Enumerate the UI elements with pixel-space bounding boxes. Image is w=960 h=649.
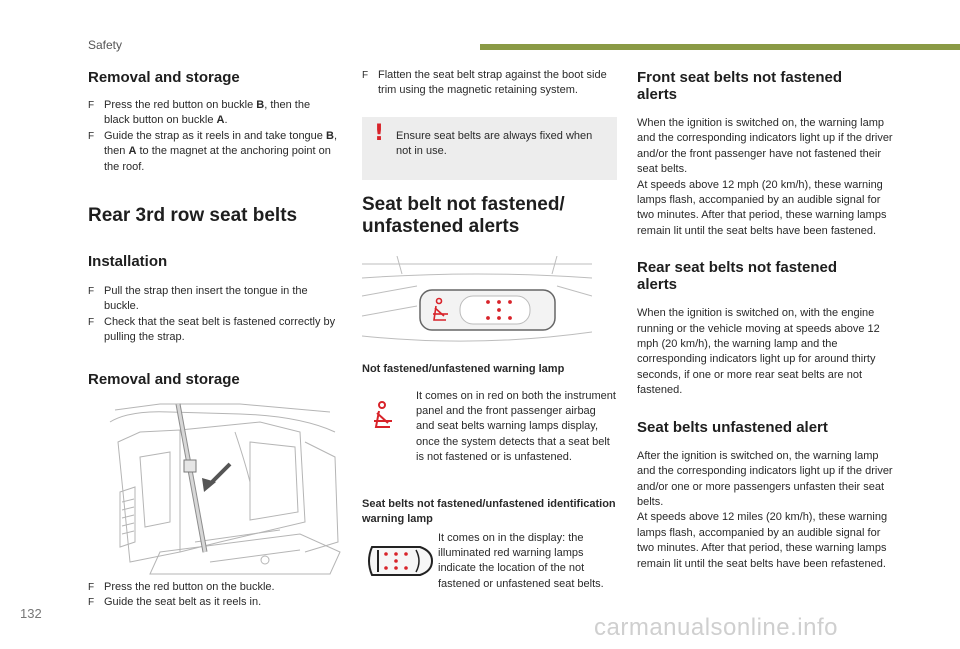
car-top-view-icon [364,541,434,581]
text: Check that the seat belt is fastened correctly by pulling the strap. [104,315,336,344]
watermark: carmanualsonline.info [594,614,838,641]
warning-lamp-description: It comes on in red on both the instrument panel and the front passenger airbag and seat belts warning lamps display, once the system detects that a seat belt is not fastened or is unfastened. [416,389,616,464]
bullet-marker: F [88,130,95,142]
unfastened-alert-p2: At speeds above 12 miles (20 km/h), these warning lamps flash, accompanied by an audible signal for two minutes. After that period, these warning lamps remain lit until the seat belts have been refastened. [637,511,888,570]
text: Guide the seat belt as it reels in. [104,596,262,609]
bullet-guide-strap [88,129,338,175]
column-right [637,66,895,572]
unfastened-alert-p1: After the ignition is switched on, the warning lamp and the corresponding indicators light up if the driver and/or one or more passengers unfasten their seat belts. [637,449,893,508]
bullet-guide-belt [88,595,338,610]
front-alert-p2: At speeds above 12 mph (20 km/h), these warning lamps flash, accompanied by an audible signal for two minutes. After that period, these warning lamps remain lit until the seat belts have been fastened. [637,178,887,237]
heading-rear-3rd-row: Rear 3rd row seat belts [88,205,298,227]
text: Press the red button on the buckle. [104,580,275,593]
bullet-press-buckle [88,580,338,595]
text: Flatten the seat belt strap against the boot side trim using the magnetic retaining system. [378,69,607,97]
caption-identification-lamp: Seat belts not fastened/unfastened identification warning lamp [362,497,616,525]
identification-lamp-description: It comes on in the display: the illuminated red warning lamps indicate the location of the not fastened or unfastened seat belts. [438,531,604,590]
boot-seatbelt-illustration [100,402,345,577]
key-b: B [325,129,334,142]
bullet-press-red-button [88,98,338,129]
bullet-pull-strap [88,284,338,315]
heading-seatbelt-alerts: Seat belt not fastened/ unfastened alerts [362,193,565,237]
caption-warning-lamp: Not fastened/unfastened warning lamp [362,362,565,375]
rear-alert-p1: When the ignition is switched on, with the engine running or the vehicle moving at speeds above 12 mph (20 km/h), the warning lamp and the corresponding indicators light up for around thirty seconds, if one or more rear seat belts are not fastened. [637,307,880,397]
warning-lamp-row [362,389,617,489]
bullet-marker: F [362,70,369,81]
bullet-marker: F [88,316,95,328]
identification-lamp-row [362,531,617,611]
bullet-marker: F [88,581,95,593]
heading-front-seatbelts: Front seat belts not fastened alerts [637,69,843,103]
page-number: 132 [20,606,42,621]
warning-text: Ensure seat belts are always fixed when not in use. [396,129,593,158]
heading-removal-storage-2: Removal and storage [88,370,240,388]
heading-removal-storage: Removal and storage [88,69,240,86]
text: , then [104,129,337,158]
section-label: Safety [88,38,123,52]
warning-icon: ! [374,120,385,146]
text: . [224,114,228,127]
text: Pull the strap then insert the tongue in the buckle. [104,285,308,313]
text: , then the black button on buckle [104,99,311,127]
key-a: A [128,145,137,158]
bullet-marker: F [88,597,95,609]
heading-installation: Installation [88,253,168,271]
bullet-flatten-strap [362,68,617,99]
column-middle [362,66,617,611]
text: to the magnet at the anchoring point on the roof. [104,145,331,173]
heading-unfastened-alert: Seat belts unfastened alert [637,418,828,436]
heading-rear-seatbelts: Rear seat belts not fastened alerts [637,259,838,294]
header-accent-bar [480,44,960,50]
front-alert-p1: When the ignition is switched on, the warning lamp and the corresponding indicators light up if the driver and/or the front passenger have not fastened their seat belts. [637,117,893,176]
bullet-marker: F [88,286,95,298]
bullet-check-fastened [88,315,338,346]
overhead-display-illustration [362,256,592,348]
warning-box [362,117,617,180]
key-a: A [216,114,225,127]
seatbelt-warning-icon [372,401,396,431]
column-left [88,66,338,610]
key-b: B [256,99,265,111]
text: Press the red button on buckle [104,99,257,111]
text: Guide the strap as it reels in and take tongue [104,129,326,142]
bullet-marker: F [88,100,95,111]
